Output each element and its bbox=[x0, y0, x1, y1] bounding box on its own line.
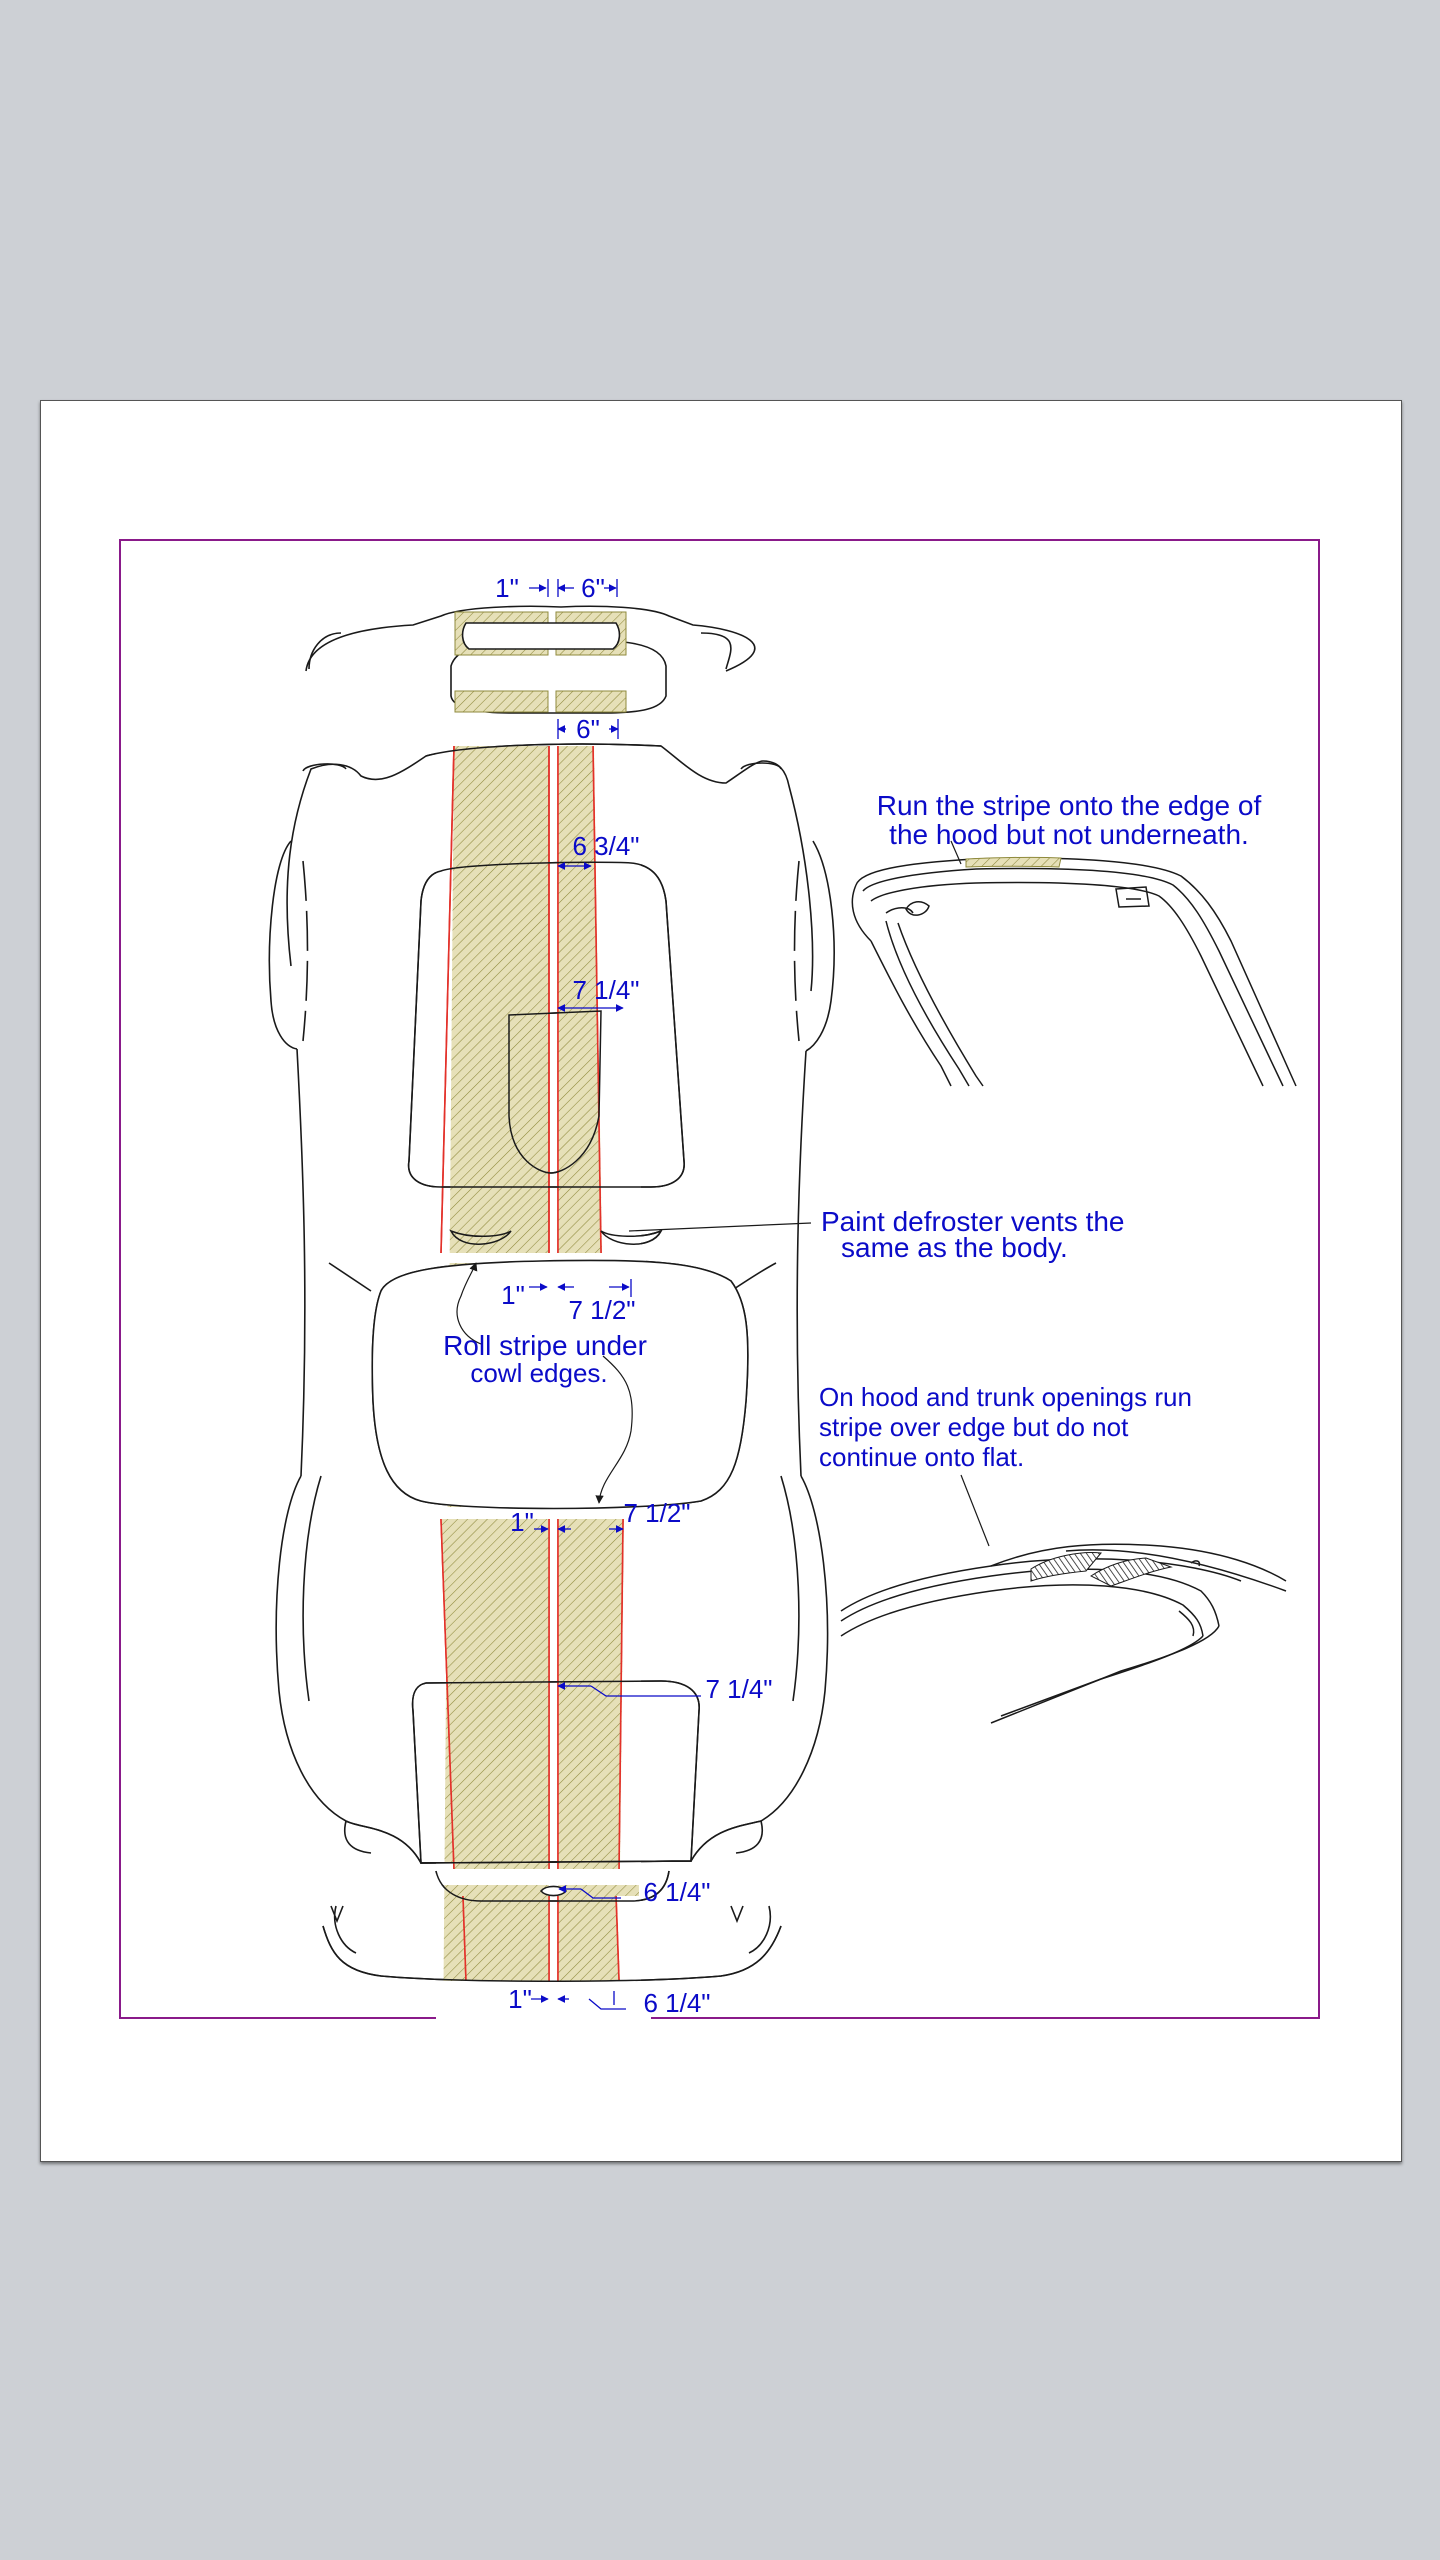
dim-cowl-gap: 1" bbox=[501, 1280, 525, 1310]
stripe-right-tail bbox=[558, 1896, 619, 1981]
note-cowl-line2: cowl edges. bbox=[470, 1358, 608, 1388]
stripe-left-tail bbox=[463, 1896, 549, 1981]
dim-front-gap: 1" bbox=[495, 573, 519, 603]
note-defroster-line1: Paint defroster vents the bbox=[821, 1206, 1125, 1237]
note-openings-line2: stripe over edge but do not bbox=[819, 1412, 1129, 1442]
nose-opening bbox=[463, 623, 620, 649]
dim-tail-stripe: 6 1/4" bbox=[643, 1988, 711, 2018]
hood-edge-detail bbox=[852, 858, 1296, 1086]
dim-front-stripe: 6" bbox=[581, 573, 605, 603]
dim-rear-stripe: 7 1/2" bbox=[623, 1498, 691, 1528]
note-openings-line3: continue onto flat. bbox=[819, 1442, 1025, 1472]
hood-edge-stripe bbox=[966, 857, 1061, 867]
note-hood-edge-line1: Run the stripe onto the edge of bbox=[876, 790, 1262, 821]
note-defroster bbox=[821, 1206, 1125, 1263]
dim-nose-stripe: 6" bbox=[576, 714, 600, 744]
stripe-right-rear bbox=[558, 1519, 623, 1869]
note-defroster-line2: same as the body. bbox=[841, 1232, 1068, 1263]
note-hood-edge bbox=[877, 790, 1262, 850]
dim-trunk: 7 1/4" bbox=[705, 1674, 773, 1704]
stripe-left-rear bbox=[441, 1519, 549, 1869]
dim-rear-gap: 1" bbox=[510, 1507, 534, 1537]
document-page bbox=[40, 400, 1402, 2162]
dim-tail-gap: 1" bbox=[508, 1984, 532, 2014]
openings-stripe-left bbox=[1031, 1553, 1101, 1581]
note-hood-edge-line2: the hood but not underneath. bbox=[889, 819, 1249, 850]
note-openings-line1: On hood and trunk openings run bbox=[819, 1382, 1192, 1412]
dim-rear-panel: 6 1/4" bbox=[643, 1877, 711, 1907]
note-cowl-line1: Roll stripe under bbox=[443, 1330, 647, 1361]
stripe-diagram bbox=[41, 401, 1401, 2161]
note-openings bbox=[819, 1382, 1192, 1472]
dim-hood-top: 6 3/4" bbox=[572, 831, 640, 861]
dim-hood-scoop: 7 1/4" bbox=[572, 975, 640, 1005]
openings-stripe-right bbox=[1091, 1558, 1171, 1586]
dim-cowl-stripe: 7 1/2" bbox=[568, 1295, 636, 1325]
